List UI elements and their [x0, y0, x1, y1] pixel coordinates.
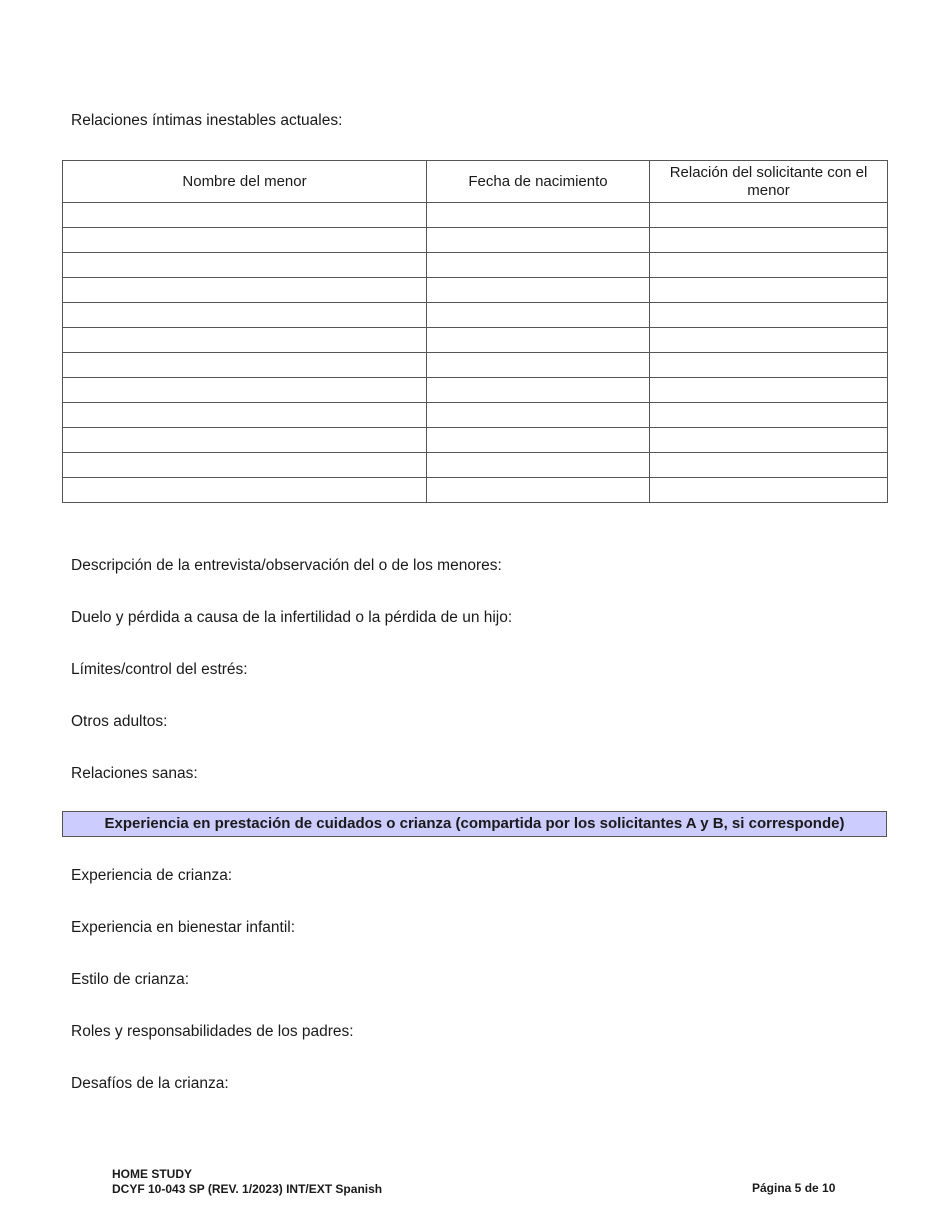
- table-row: [63, 203, 888, 228]
- table-cell[interactable]: [63, 278, 427, 303]
- table-cell[interactable]: [427, 303, 650, 328]
- table-cell[interactable]: [650, 378, 888, 403]
- footer-title: HOME STUDY: [112, 1167, 193, 1181]
- footer-form-id: [112, 1167, 382, 1196]
- table-body: [63, 203, 888, 503]
- table-cell[interactable]: [63, 203, 427, 228]
- table-row: [63, 328, 888, 353]
- table-cell[interactable]: [63, 253, 427, 278]
- table-cell[interactable]: [427, 278, 650, 303]
- column-header-child-name: Nombre del menor: [63, 161, 427, 203]
- table-row: [63, 228, 888, 253]
- table-cell[interactable]: [427, 228, 650, 253]
- footer-page-number: Página 5 de 10: [752, 1181, 836, 1195]
- field-parenting-challenges: Desafíos de la crianza:: [71, 1075, 229, 1092]
- field-healthy-relationships: Relaciones sanas:: [71, 765, 198, 782]
- table-cell[interactable]: [650, 253, 888, 278]
- table-cell[interactable]: [63, 453, 427, 478]
- table-cell[interactable]: [427, 203, 650, 228]
- field-parenting-style: Estilo de crianza:: [71, 971, 190, 988]
- field-parent-roles: Roles y responsabilidades de los padres:: [71, 1023, 354, 1040]
- column-header-birth-date: Fecha de nacimiento: [427, 161, 650, 203]
- table-cell[interactable]: [63, 403, 427, 428]
- table-cell[interactable]: [650, 403, 888, 428]
- table-cell[interactable]: [427, 478, 650, 503]
- table-cell[interactable]: [63, 378, 427, 403]
- table-cell[interactable]: [650, 203, 888, 228]
- table-cell[interactable]: [63, 478, 427, 503]
- table-cell[interactable]: [427, 453, 650, 478]
- table-cell[interactable]: [63, 353, 427, 378]
- table-cell[interactable]: [427, 353, 650, 378]
- table-header-row: [63, 161, 888, 203]
- table-row: [63, 253, 888, 278]
- field-grief-loss: Duelo y pérdida a causa de la infertilidad o la pérdida de un hijo:: [71, 609, 513, 626]
- intro-label: Relaciones íntimas inestables actuales:: [71, 112, 343, 129]
- field-stress-limits: Límites/control del estrés:: [71, 661, 248, 678]
- table-cell[interactable]: [650, 278, 888, 303]
- table-cell[interactable]: [427, 328, 650, 353]
- table-cell[interactable]: [650, 428, 888, 453]
- table-row: [63, 278, 888, 303]
- table-row: [63, 453, 888, 478]
- table-cell[interactable]: [650, 328, 888, 353]
- table-cell[interactable]: [63, 328, 427, 353]
- children-table: [62, 160, 888, 503]
- table-cell[interactable]: [63, 228, 427, 253]
- table-cell[interactable]: [650, 353, 888, 378]
- table-cell[interactable]: [427, 428, 650, 453]
- table-cell[interactable]: [650, 228, 888, 253]
- field-interview-description: Descripción de la entrevista/observación del o de los menores:: [71, 557, 502, 574]
- table-cell[interactable]: [427, 378, 650, 403]
- table-row: [63, 403, 888, 428]
- table-cell[interactable]: [650, 478, 888, 503]
- table-cell[interactable]: [63, 428, 427, 453]
- field-parenting-experience: Experiencia de crianza:: [71, 867, 233, 884]
- table-cell[interactable]: [63, 303, 427, 328]
- table-row: [63, 428, 888, 453]
- field-other-adults: Otros adultos:: [71, 713, 168, 730]
- table-row: [63, 353, 888, 378]
- table-cell[interactable]: [650, 303, 888, 328]
- table-cell[interactable]: [650, 453, 888, 478]
- table-row: [63, 378, 888, 403]
- footer-form-number: DCYF 10-043 SP (REV. 1/2023) INT/EXT Spanish: [112, 1181, 383, 1196]
- field-child-welfare-experience: Experiencia en bienestar infantil:: [71, 919, 296, 936]
- table-row: [63, 478, 888, 503]
- table-cell[interactable]: [427, 253, 650, 278]
- section-title-caregiving-experience: Experiencia en prestación de cuidados o crianza (compartida por los solicitantes A y B, si corresponde): [62, 811, 887, 837]
- column-header-relationship: Relación del solicitante con el menor: [650, 161, 888, 203]
- table-row: [63, 303, 888, 328]
- table-cell[interactable]: [427, 403, 650, 428]
